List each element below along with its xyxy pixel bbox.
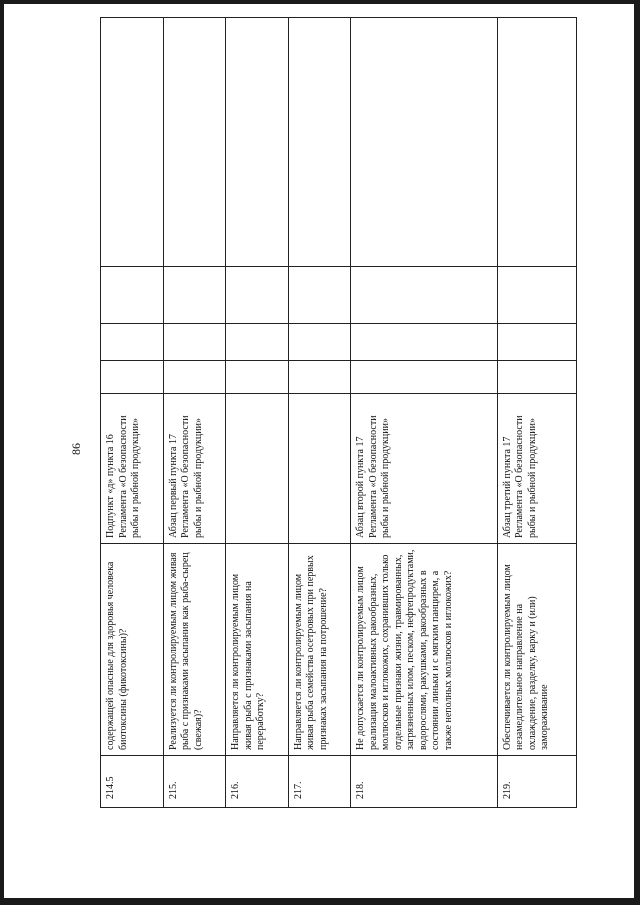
- row-number-cell: 219.: [497, 756, 576, 808]
- answer-no-cell: [163, 324, 226, 361]
- question-cell: Реализуется ли контролируемым лицом живая рыба с признаками засыпания как рыба-сырец (свежая)?: [163, 544, 226, 756]
- note-cell: [163, 18, 226, 267]
- note-cell: [497, 18, 576, 267]
- table-row: [351, 18, 498, 808]
- note-cell: [351, 18, 498, 267]
- table-row: [226, 18, 289, 808]
- row-number-cell: 214.5: [101, 756, 164, 808]
- answer-no-cell: [288, 324, 351, 361]
- answer-na-cell: [101, 267, 164, 324]
- row-number-cell: 218.: [351, 756, 498, 808]
- scan-edge-right: [634, 0, 640, 905]
- row-number-cell: 216.: [226, 756, 289, 808]
- page-number: 86: [69, 443, 83, 455]
- table-row: [163, 18, 226, 808]
- answer-yes-cell: [163, 361, 226, 394]
- answer-na-cell: [351, 267, 498, 324]
- note-cell: [101, 18, 164, 267]
- answer-no-cell: [351, 324, 498, 361]
- answer-yes-cell: [497, 361, 576, 394]
- reference-cell: Абзац первый пункта 17 Регламента «О безопасности рыбы и рыбной продукции»: [163, 394, 226, 544]
- row-number-cell: 217.: [288, 756, 351, 808]
- answer-no-cell: [101, 324, 164, 361]
- reference-cell: Абзац третий пункта 17 Регламента «О безопасности рыбы и рыбной продукции»: [497, 394, 576, 544]
- answer-na-cell: [288, 267, 351, 324]
- question-cell: содержащей опасные для здоровья человека биотоксины (фикотоксины)?: [101, 544, 164, 756]
- question-cell: Направляется ли контролируемым лицом живая рыба с признаками засыпания на переработку?: [226, 544, 289, 756]
- answer-na-cell: [226, 267, 289, 324]
- reference-cell: [288, 394, 351, 544]
- question-cell: Обеспечивается ли контролируемым лицом незамедлительное направление на охлаждение, разделку, варку и (или) замораживание: [497, 544, 576, 756]
- answer-no-cell: [497, 324, 576, 361]
- scan-edge-bottom: [0, 898, 640, 905]
- scan-edge-top: [0, 0, 640, 4]
- note-cell: [226, 18, 289, 267]
- question-cell: Не допускается ли контролируемым лицом реализация малоактивных ракообразных, моллюсков и иглокожих, сохранивших только отдельные признаки жизни, травмированных, загрязненных илом, песком, нефтепродуктами, водорослями, ракушками, ракообразных в состоянии линьки и с мягким панцирем, а также неполных моллюсков и иглокожих?: [351, 544, 498, 756]
- answer-yes-cell: [288, 361, 351, 394]
- scan-edge-left: [0, 0, 4, 905]
- checklist-table: [100, 98, 577, 808]
- answer-na-cell: [163, 267, 226, 324]
- answer-na-cell: [497, 267, 576, 324]
- reference-cell: [226, 394, 289, 544]
- table-row: [497, 18, 576, 808]
- answer-no-cell: [226, 324, 289, 361]
- answer-yes-cell: [226, 361, 289, 394]
- row-number-cell: 215.: [163, 756, 226, 808]
- note-cell: [288, 18, 351, 267]
- question-cell: Направляется ли контролируемым лицом живая рыба семейства осетровых при первых признаках засыпания на потрошение?: [288, 544, 351, 756]
- table-row: [288, 18, 351, 808]
- reference-cell: Абзац второй пункта 17 Регламента «О безопасности рыбы и рыбной продукции»: [351, 394, 498, 544]
- table-row: [101, 18, 164, 808]
- answer-yes-cell: [351, 361, 498, 394]
- reference-cell: Подпункт «д» пункта 16 Регламента «О безопасности рыбы и рыбной продукции»: [101, 394, 164, 544]
- answer-yes-cell: [101, 361, 164, 394]
